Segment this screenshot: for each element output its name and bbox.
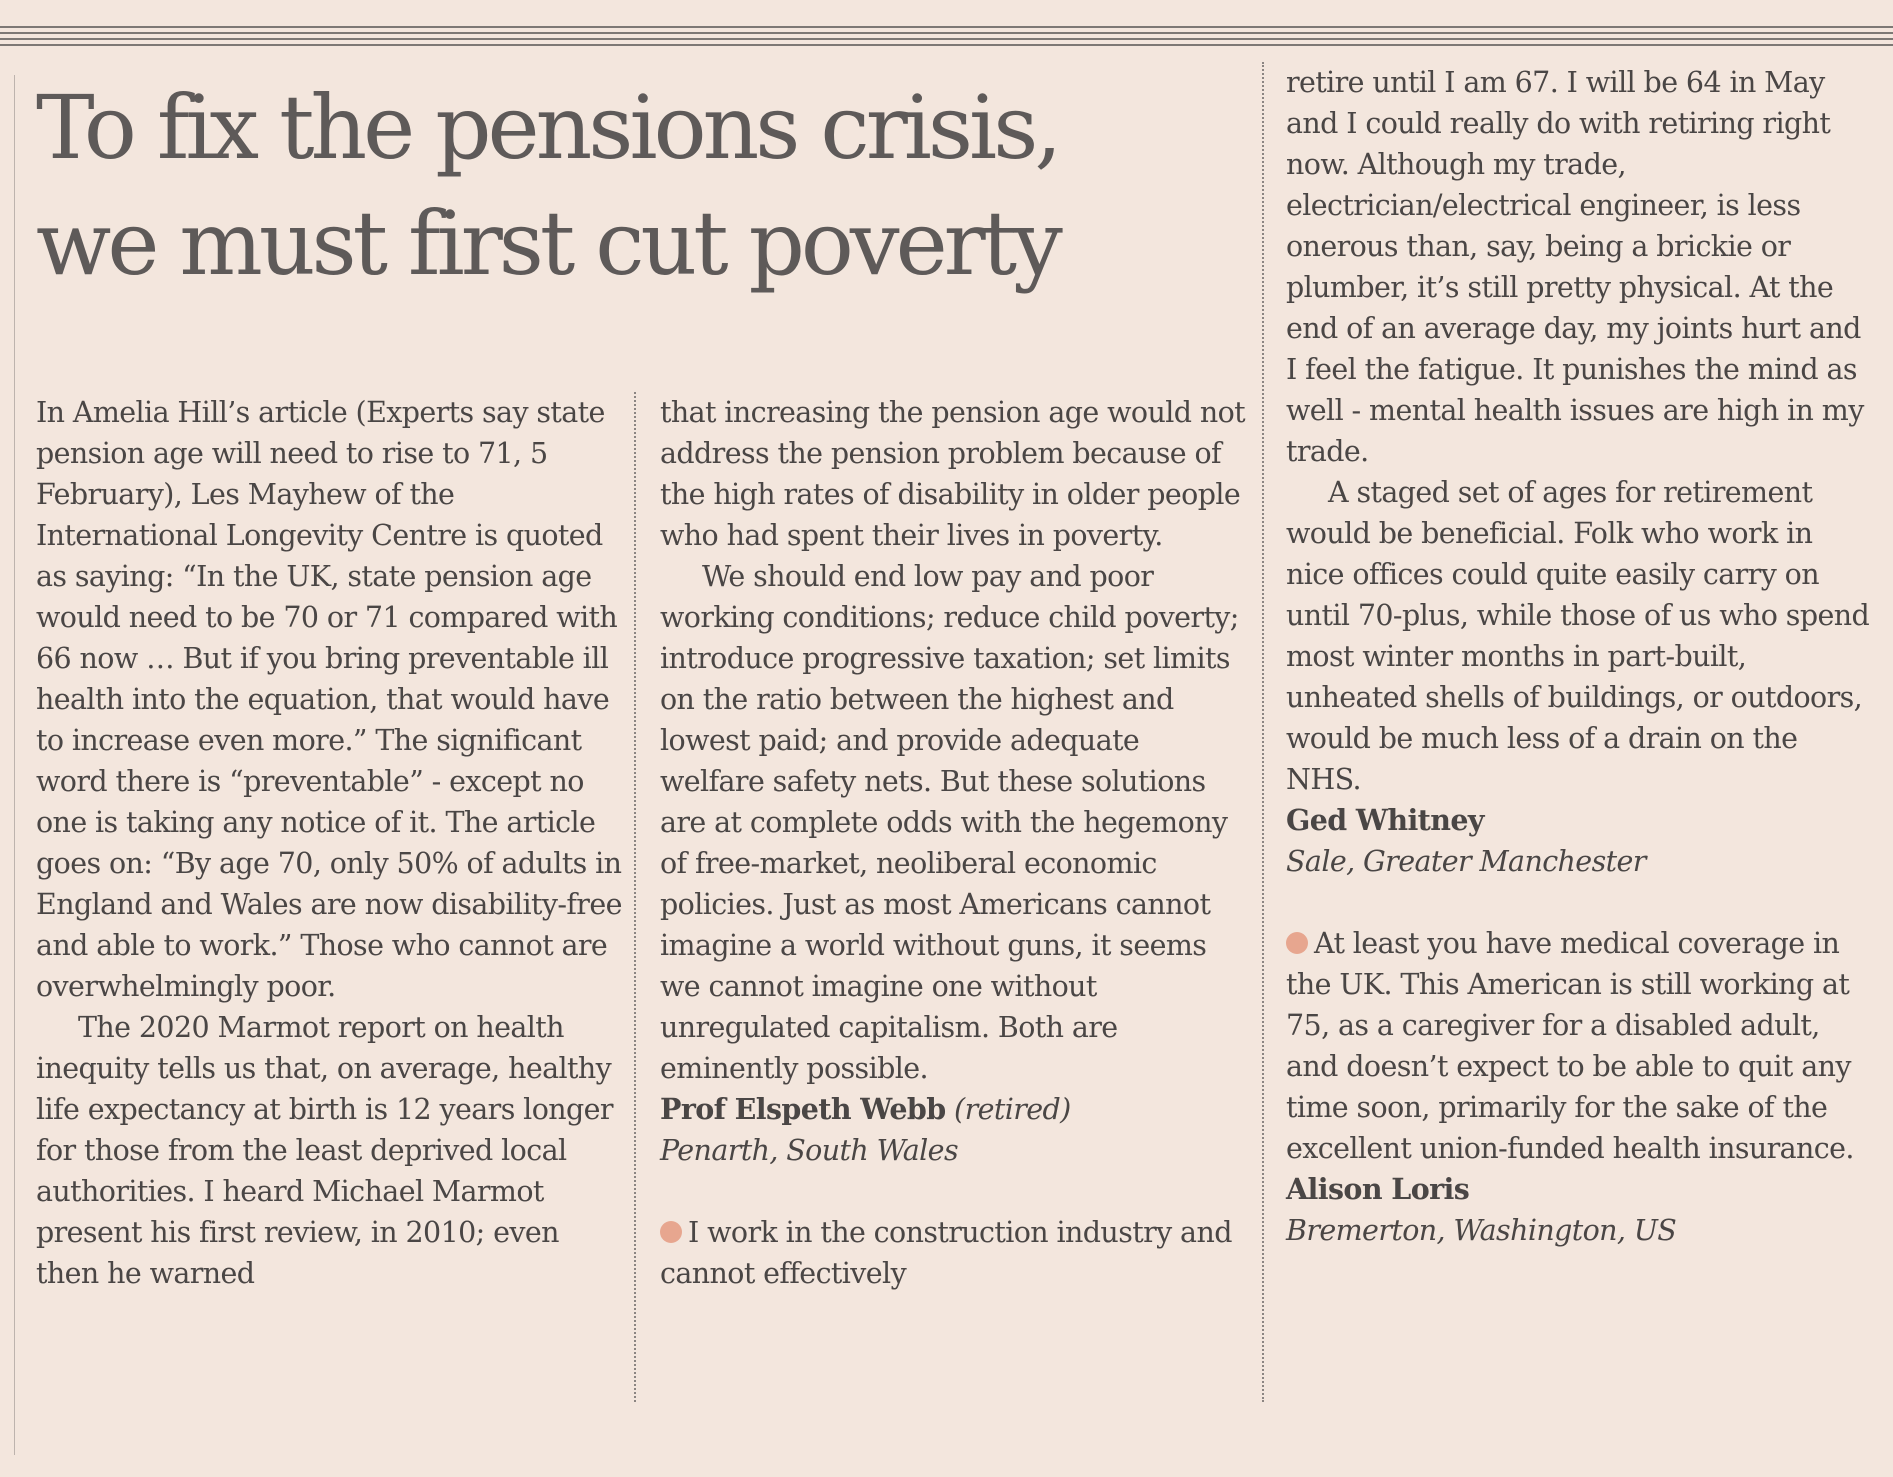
column-separator-2: [1262, 62, 1264, 1402]
letter-start: [660, 1212, 1248, 1294]
bullet-icon: [1286, 932, 1308, 954]
letter-start: [1286, 923, 1878, 1169]
signature: [660, 1089, 1248, 1130]
letter-column-2: [660, 392, 1248, 1294]
paragraph: A staged set of ages for retirement would be beneficial. Folk who work in nice offices could quite easily carry on until 70-plus, while those of us who spend most winter months in part-built, unheated shells of buildings, or outdoors, would be much less of a drain on the NHS.: [1286, 476, 1870, 796]
author-name: Ged Whitney: [1286, 803, 1484, 837]
paragraph: I work in the construction industry and cannot effectively: [660, 1216, 1232, 1290]
page-edge-rule: [14, 75, 15, 1455]
headline-line-1: To fix the pensions crisis,: [36, 76, 1059, 179]
paragraph: that increasing the pension age would not address the pension problem because of the high rates of disability in older people who had spent their lives in poverty.: [660, 396, 1245, 552]
bullet-icon: [660, 1221, 682, 1243]
letter-column-1: [36, 392, 626, 1294]
spacer: [1286, 882, 1878, 923]
author-note: (retired): [954, 1093, 1071, 1126]
headline: [36, 70, 1256, 302]
author-location: Sale, Greater Manchester: [1286, 845, 1646, 878]
paragraph: We should end low pay and poor working conditions; reduce child poverty; introduce progressive taxation; set limits on the ratio between the highest and lowest paid; and provide adequate welfare safety nets. But these solutions are at complete odds with the hegemony of free-market, neoliberal economic policies. Just as most Americans cannot imagine a world without guns, it seems we cannot imagine one without unregulated capitalism. Both are eminently possible.: [660, 560, 1239, 1085]
column-separator-1: [634, 392, 636, 1402]
paragraph: In Amelia Hill’s article (Experts say state pension age will need to rise to 71, 5 February), Les Mayhew of the International Longevity Centre is quoted as saying: “In the UK, state pension age would need to be 70 or 71 compared with 66 now … But if you bring preventable ill health into the equation, that would have to increase even more.” The significant word there is “preventable” - except no one is taking any notice of it. The article goes on: “By age 70, only 50% of adults in England and Wales are now disability-free and able to work.” Those who cannot are overwhelmingly poor.: [36, 396, 622, 1003]
author-name: Prof Elspeth Webb: [660, 1092, 946, 1126]
headline-line-2: we must first cut poverty: [36, 192, 1059, 295]
author-location: Penarth, South Wales: [660, 1134, 958, 1167]
masthead-rules: [0, 26, 1893, 60]
paragraph: At least you have medical coverage in the UK. This American is still working at 75, as a caregiver for a disabled adult, and doesn’t expect to be able to quit any time soon, primarily for the sake of the excellent union-funded health insurance.: [1286, 927, 1854, 1165]
paragraph: The 2020 Marmot report on health inequity tells us that, on average, healthy life expectancy at birth is 12 years longer for those from the least deprived local authorities. I heard Michael Marmot present his first review, in 2010; even then he warned: [36, 1011, 613, 1290]
letter-column-3: [1286, 62, 1878, 1251]
author-location: Bremerton, Washington, US: [1286, 1214, 1677, 1247]
author-name: Alison Loris: [1286, 1172, 1470, 1206]
spacer: [660, 1171, 1248, 1212]
paragraph: retire until I am 67. I will be 64 in May and I could really do with retiring right now. Although my trade, electrician/electrical engineer, is less onerous than, say, being a brickie or plumber, it’s still pretty physical. At the end of an average day, my joints hurt and I feel the fatigue. It punishes the mind as well - mental health issues are high in my trade.: [1286, 66, 1864, 468]
